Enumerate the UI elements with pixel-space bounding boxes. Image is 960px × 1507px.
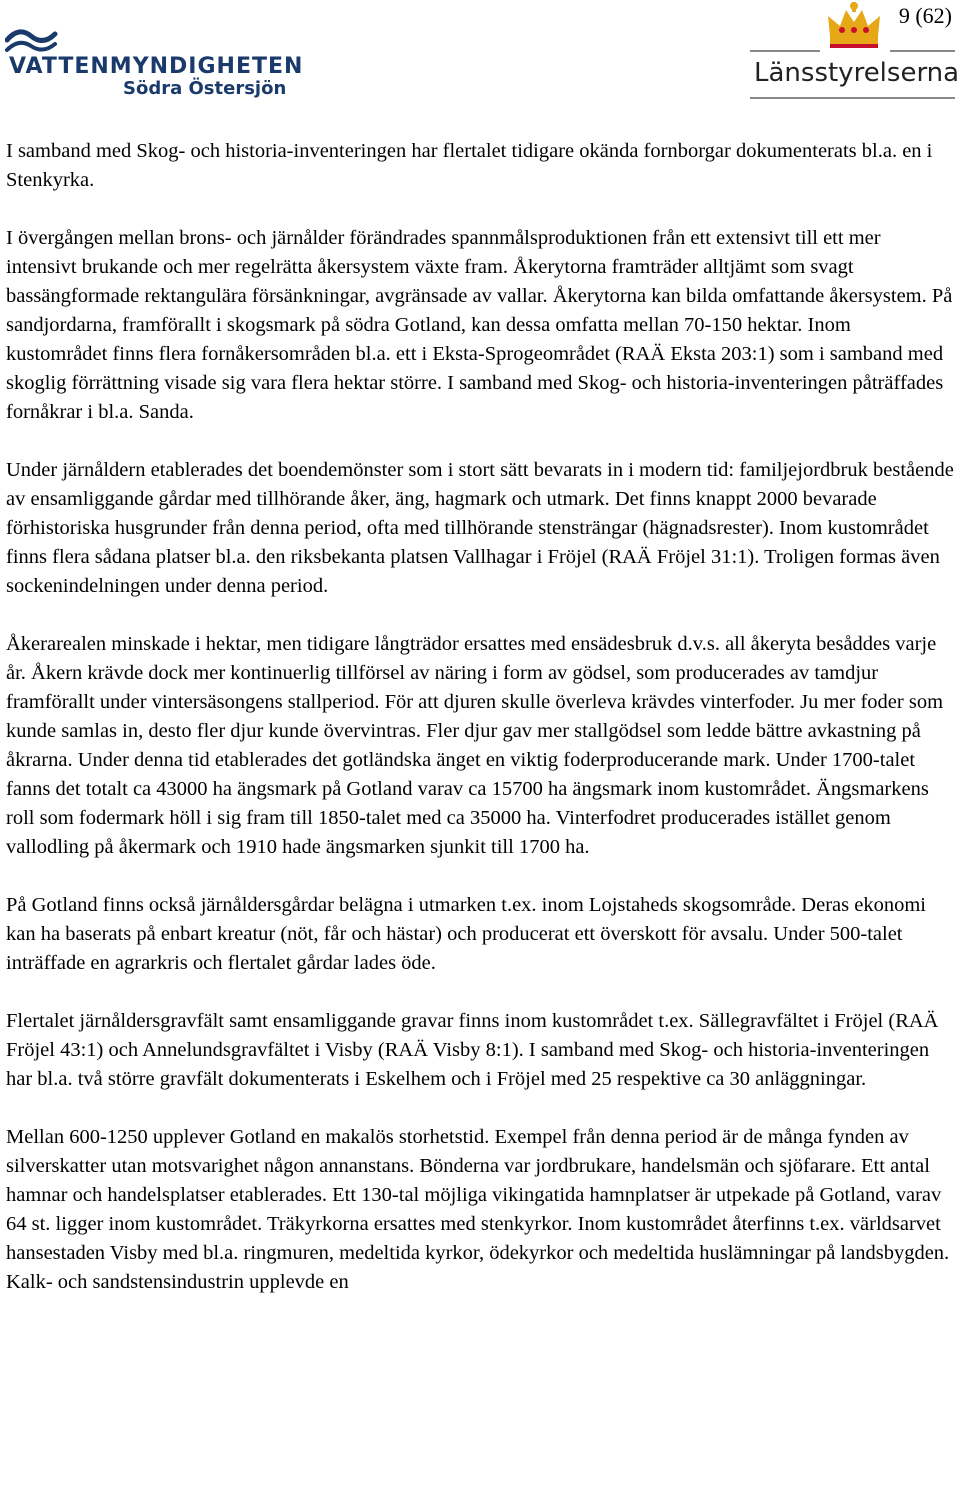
lansstyrelsen-logo: [750, 0, 960, 110]
page-number: 9 (62): [898, 3, 952, 28]
vattenmyndigheten-name: VATTENMYNDIGHETEN: [9, 54, 304, 79]
royal-crown-icon: [822, 0, 886, 54]
vattenmyndigheten-subtitle: Södra Östersjön: [123, 78, 287, 99]
logo-rule-right: [890, 50, 955, 52]
page-header: [0, 0, 960, 115]
paragraph: På Gotland finns också järnåldersgårdar belägna i utmarken t.ex. inom Lojstaheds skogsområde. Deras ekonomi kan ha baserats på enbart kreatur (nöt, får och hästar) och producerat ett överskott för avsalu. Under 500-talet inträffade en agrarkris och flertalet gårdar lades öde.: [6, 894, 926, 974]
paragraph: Mellan 600-1250 upplever Gotland en makalös storhetstid. Exempel från denna period är de många fynden av silverskatter utan motsvarighet någon annanstans. Bönderna var jordbrukare, handelsmän och sjöfarare. Ett antal hamnar och handelsplatser etablerades. Ett 130-tal möjliga vikingatida hamnplatser är utpekade på Gotland, varav 64 st. ligger inom kustområdet. Träkyrkorna ersattes med stenkyrkor. Inom kustområdet återfinns t.ex. världsarvet hansestaden Visby med bl.a. ringmuren, medeltida kyrkor, ödekyrkor och medeltida huslämningar på landsbygden. Kalk- och sandstensindustrin upplevde en: [6, 1126, 950, 1293]
paragraph: Åkerarealen minskade i hektar, men tidigare långträdor ersattes med ensädesbruk d.v.s. all åkeryta besåddes varje år. Åkern krävde dock mer kontinuerlig tillförsel av näring i form av gödsel, som producerades av tamdjur framförallt under vintersäsongens stallperiod. För att djuren skulle överleva krävdes vinterfoder. Ju mer foder som kunde samlas in, desto fler djur kunde övervintras. Fler djur gav mer stallgödsel som ledde bättre avkastning på åkrarna. Under denna tid etablerades det gotländska änget en viktig foderproducerande mark. Under 1700-talet fanns det totalt ca 43000 ha ängsmark på Gotland varav ca 15700 ha ängsmark inom kustområdet. Ängsmarkens roll som fodermark höll i sig fram till 1850-talet med ca 35000 ha. Vinterfodret producerades istället genom vallodling på åkermark och 1910 hade ängsmarken sjunkit till 1700 ha.: [6, 633, 944, 858]
logo-rule-left: [750, 50, 820, 52]
water-waves-icon: [5, 22, 125, 54]
paragraph: Under järnåldern etablerades det boendemönster som i stort sätt bevarats in i modern tid: familjejordbruk bestående av ensamliggande gårdar med tillhörande åker, äng, hagmark och utmark. Det finns knappt 2000 bevarade förhistoriska husgrunder från denna period, ofta med tillhörande stensträngar (hägnadsrester). Inom kustområdet finns flera sådana platser bl.a. den riksbekanta platsen Vallhagar i Fröjel (RAÄ Fröjel 31:1). Troligen formas även sockenindelningen under denna period.: [6, 459, 954, 597]
paragraph: I övergången mellan brons- och järnålder förändrades spannmålsproduktionen från ett extensivt till ett mer intensivt brukande och mer regelrätta åkersystem växte fram. Åkerytorna framträder alltjämt som svagt bassängformade rektangulära försänkningar, avgränsade av vallar. Åkerytorna kan bilda omfattande åkersystem. På sandjordarna, framförallt i skogsmark på södra Gotland, kan dessa omfatta mellan 70-150 hektar. Inom kustområdet finns flera fornåkersområden bl.a. ett i Eksta-Sprogeområdet (RAÄ Eksta 203:1) som i samband med skoglig förrättning visade sig vara flera hektar större. I samband med Skog- och historia-inventeringen påträffades fornåkrar i bl.a. Sanda.: [6, 227, 953, 423]
paragraph: I samband med Skog- och historia-inventeringen har flertalet tidigare okända fornborgar dokumenterats bl.a. en i Stenkyrka.: [6, 140, 933, 191]
vattenmyndigheten-logo: [5, 22, 304, 102]
logo-rule-bottom: [750, 97, 955, 99]
paragraph: Flertalet järnåldersgravfält samt ensamliggande gravar finns inom kustområdet t.ex. Sällegravfältet i Fröjel (RAÄ Fröjel 43:1) och Annelundsgravfältet i Visby (RAÄ Visby 8:1). I samband med Skog- och historia-inventeringen har bl.a. två större gravfält dokumenterats i Eskelhem och i Fröjel med 25 respektive ca 30 anläggningar.: [6, 1010, 939, 1090]
document-body: [6, 137, 956, 1326]
lansstyrelsen-name: Länsstyrelserna: [754, 58, 960, 88]
